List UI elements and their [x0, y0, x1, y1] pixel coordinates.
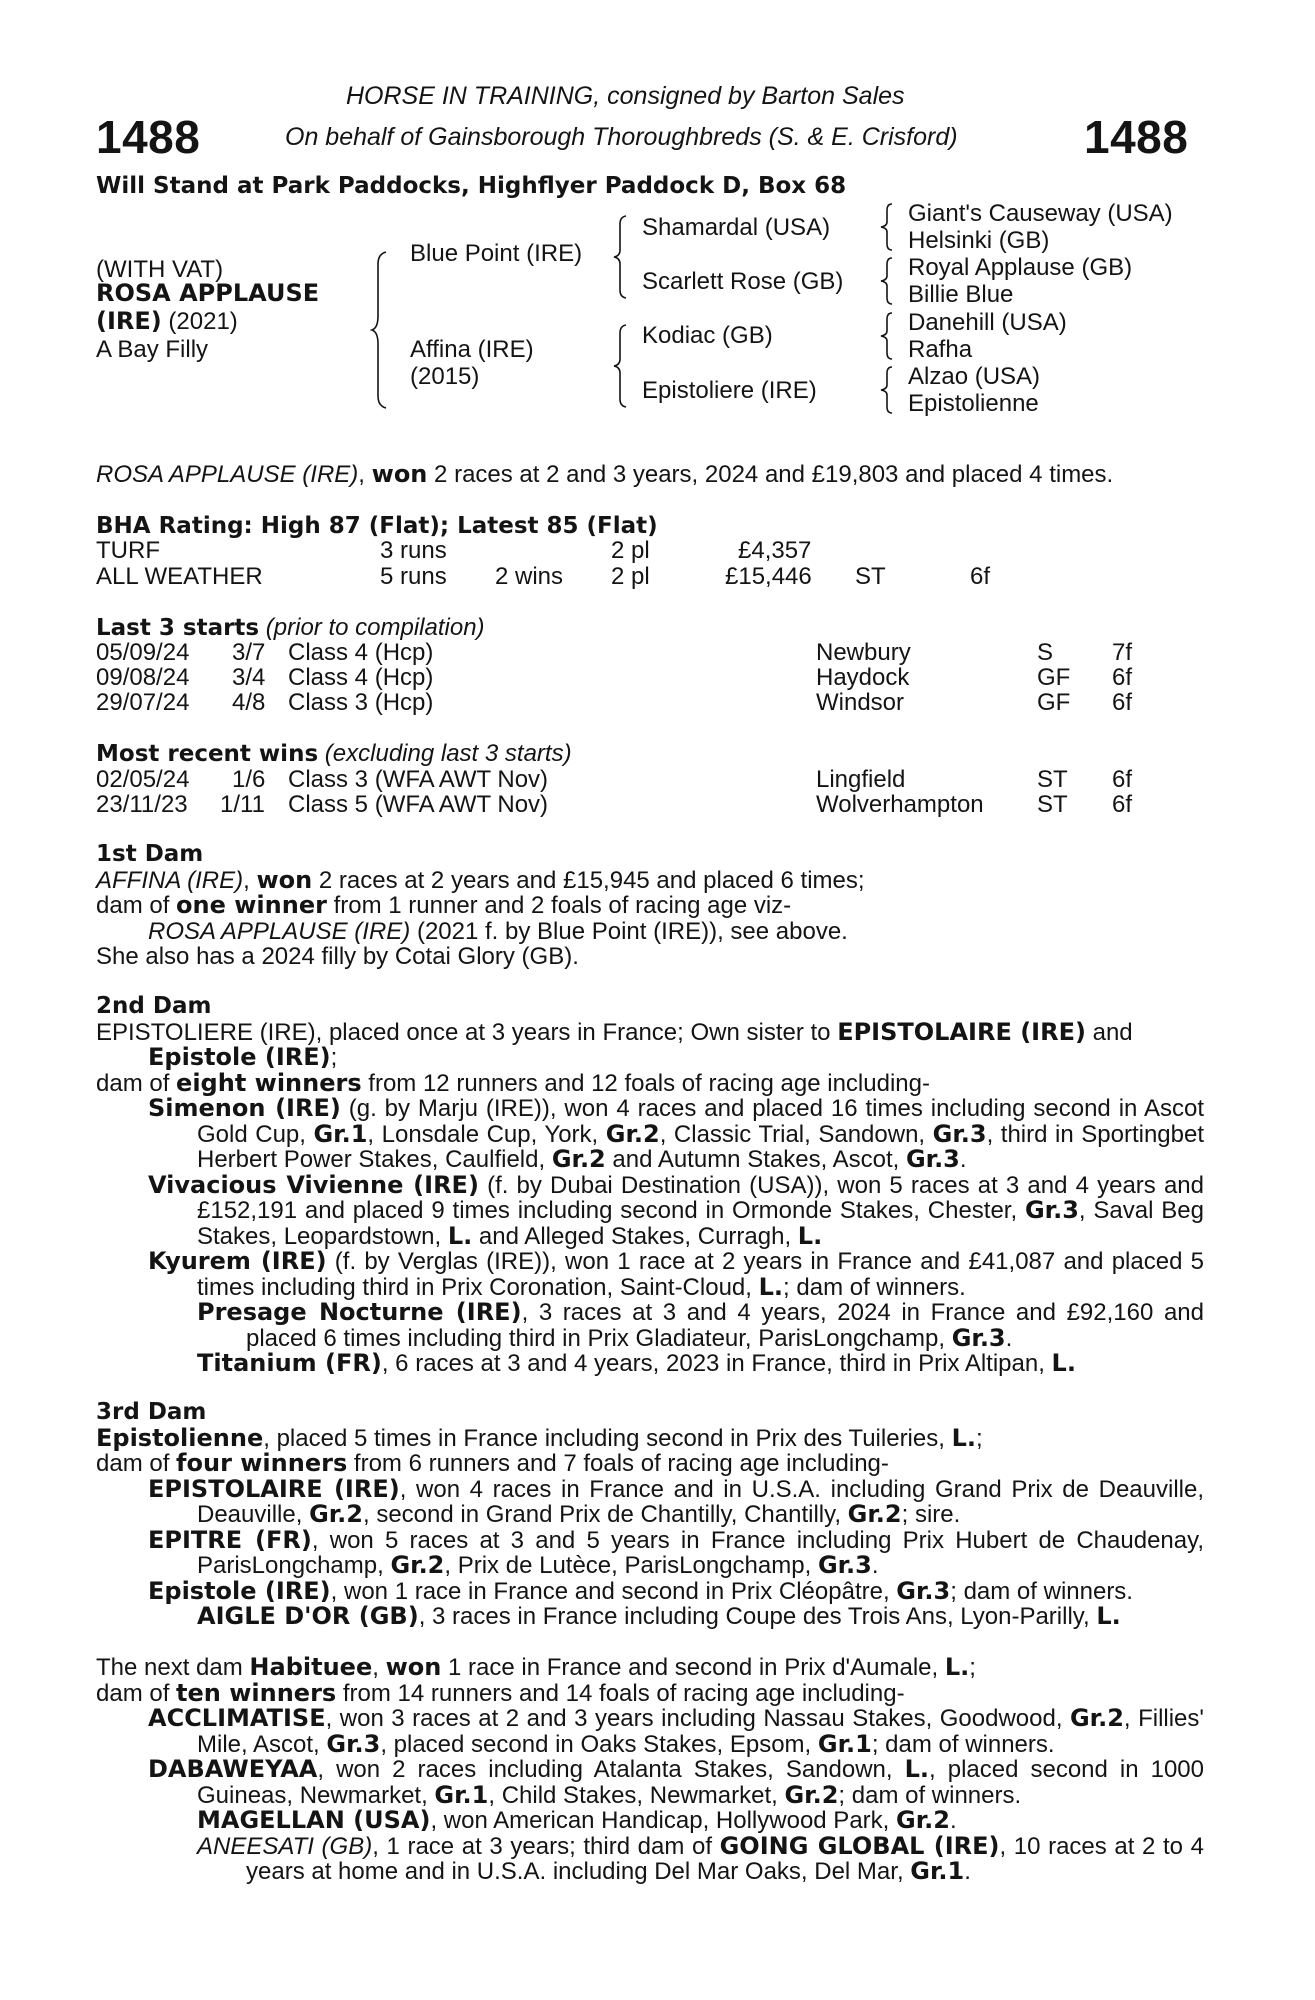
bha-rating-heading: BHA Rating: High 87 (Flat); Latest 85 (Flat) — [96, 513, 658, 539]
g3-4: Billie Blue — [908, 281, 1014, 308]
pedigree-brace-sire — [614, 214, 630, 300]
produce-dabaweyaa: DABAWEYAA, won 2 races including Atalanta Stakes, Sandown, L., placed second in 1000 Guineas, Newmarket, Gr.1, Child Stakes, Newmarket, Gr.2; dam of winners. — [148, 1755, 1204, 1809]
rating-placed-1: 2 pl — [611, 537, 650, 564]
dam-year: (2015) — [410, 363, 480, 390]
win-pos-2: 1/11 — [220, 791, 265, 818]
last3-date-2: 09/08/24 — [96, 664, 190, 691]
produce-acclimatise: ACCLIMATISE, won 3 races at 2 and 3 years including Nassau Stakes, Goodwood, Gr.2, Fillies' Mile, Ascot, Gr.3, placed second in Oaks Stakes, Epsom, Gr.1; dam of winners. — [148, 1704, 1204, 1758]
win-dist-1: 6f — [1112, 766, 1133, 793]
consignment-line: HORSE IN TRAINING, consigned by Barton Sales — [346, 82, 905, 110]
sire-dam: Scarlett Rose (GB) — [642, 268, 844, 295]
horse-sex-colour: A Bay Filly — [96, 336, 209, 363]
first-dam-foal: ROSA APPLAUSE (IRE) (2021 f. by Blue Point (IRE)), see above. — [148, 917, 848, 945]
last3-going-3: GF — [1037, 689, 1071, 716]
pedigree-brace-g3-1 — [881, 202, 895, 252]
g3-7: Alzao (USA) — [908, 363, 1041, 390]
sire: Blue Point (IRE) — [410, 240, 583, 267]
first-dam-section — [96, 842, 1204, 970]
third-dam-heading: 3rd Dam — [96, 1399, 207, 1425]
rating-prize-2: £15,446 — [725, 563, 812, 590]
rating-runs-1: 3 runs — [380, 537, 447, 564]
next-dam-produce: dam of ten winners from 14 runners and 14 foals of racing age including- — [96, 1678, 905, 1707]
rating-surface-1: TURF — [96, 537, 160, 564]
produce-titanium: Titanium (FR), 6 races at 3 and 4 years, 2023 in France, third in Prix Altipan, L. — [197, 1349, 1076, 1377]
produce-simenon: Simenon (IRE) (g. by Marju (IRE)), won 4 races and placed 16 times including second in Ascot Gold Cup, Gr.1, Lonsdale Cup, York, Gr.2, Classic Trial, Sandown, Gr.3, third in Sportingbet Herbert Power Stakes, Caulfield, Gr.2 and Autumn Stakes, Ascot, Gr.3. — [148, 1094, 1204, 1173]
win-class-1: Class 3 (WFA AWT Nov) — [288, 766, 549, 793]
g3-6: Rafha — [908, 336, 973, 363]
second-dam-produce: dam of eight winners from 12 runners and 12 foals of racing age including- — [96, 1068, 930, 1097]
third-dam-section — [96, 1400, 1204, 1630]
last3-date-1: 05/09/24 — [96, 639, 190, 666]
last3-class-1: Class 4 (Hcp) — [288, 639, 434, 666]
win-course-1: Lingfield — [816, 766, 906, 793]
race-summary: ROSA APPLAUSE (IRE), won 2 races at 2 and 3 years, 2024 and £19,803 and placed 4 times. — [96, 460, 1114, 488]
last3-going-1: S — [1037, 639, 1054, 666]
rating-prize-1: £4,357 — [738, 537, 812, 564]
first-dam-heading: 1st Dam — [96, 841, 204, 867]
rating-placed-2: 2 pl — [611, 563, 650, 590]
lot-number-left: 1488 — [96, 111, 201, 163]
rating-wins-2: 2 wins — [495, 563, 564, 590]
recentwins-heading: Most recent wins (excluding last 3 starts) — [96, 740, 572, 767]
third-dam-record: Epistolienne, placed 5 times in France including second in Prix des Tuileries, L.; — [96, 1423, 983, 1452]
produce-aneesati: ANEESATI (GB), 1 race at 3 years; third dam of GOING GLOBAL (IRE), 10 races at 2 to 4 years at home and in U.S.A. including Del Mar Oaks, Del Mar, Gr.1. — [197, 1831, 1204, 1885]
last3-dist-3: 6f — [1112, 689, 1133, 716]
last3-dist-1: 7f — [1112, 639, 1133, 666]
rating-going-2: ST — [855, 563, 886, 590]
g3-3: Royal Applause (GB) — [908, 254, 1133, 281]
next-dam-section — [96, 1655, 1204, 1885]
second-dam-section — [96, 994, 1204, 1377]
win-course-2: Wolverhampton — [816, 791, 984, 818]
last3-class-3: Class 3 (Hcp) — [288, 689, 434, 716]
pedigree-brace-g3-3 — [881, 311, 895, 361]
dam-sire: Kodiac (GB) — [642, 322, 773, 349]
produce-epistolaire: EPISTOLAIRE (IRE), won 4 races in France and in U.S.A. including Grand Prix de Deauville, Deauville, Gr.2, second in Grand Prix de Chantilly, Chantilly, Gr.2; sire. — [148, 1474, 1204, 1528]
produce-kyurem: Kyurem (IRE) (f. by Verglas (IRE)), won 1 race at 2 years in France and £41,087 and placed 5 times including third in Prix Coronation, Saint-Cloud, L.; dam of winners. — [148, 1247, 1204, 1301]
produce-magellan: MAGELLAN (USA), won American Handicap, Hollywood Park, Gr.2. — [197, 1806, 957, 1834]
pedigree-brace-dam — [614, 323, 630, 409]
rating-dist-2: 6f — [970, 563, 991, 590]
rating-surface-2: ALL WEATHER — [96, 563, 263, 590]
lot-number-right: 1488 — [1084, 111, 1189, 163]
vat-label: (WITH VAT) — [96, 256, 224, 283]
second-dam-heading: 2nd Dam — [96, 993, 212, 1019]
produce-aigle-dor: AIGLE D'OR (GB), 3 races in France including Coupe des Trois Ans, Lyon-Parilly, L. — [197, 1602, 1121, 1630]
win-pos-1: 1/6 — [232, 766, 266, 793]
last3-pos-2: 3/4 — [232, 664, 266, 691]
pedigree-brace-g3-2 — [881, 256, 895, 306]
first-dam-produce: dam of one winner from 1 runner and 2 foals of racing age viz- — [96, 891, 792, 919]
rating-runs-2: 5 runs — [380, 563, 447, 590]
win-going-2: ST — [1037, 791, 1068, 818]
third-dam-produce: dam of four winners from 6 runners and 7 foals of racing age including- — [96, 1449, 889, 1477]
g3-5: Danehill (USA) — [908, 309, 1067, 336]
last3-course-2: Haydock — [816, 664, 910, 691]
win-going-1: ST — [1037, 766, 1068, 793]
produce-epistole: Epistole (IRE), won 1 race in France and second in Prix Cléopâtre, Gr.3; dam of winners. — [148, 1576, 1133, 1605]
first-dam-record: AFFINA (IRE), won 2 races at 2 years and £15,945 and placed 6 times; — [96, 865, 865, 894]
first-dam-other-foal: She also has a 2024 filly by Cotai Glory (GB). — [96, 943, 579, 970]
pedigree-brace-g3-4 — [881, 365, 895, 415]
second-dam-record: EPISTOLIERE (IRE), placed once at 3 years in France; Own sister to EPISTOLAIRE (IRE) and Epistole (IRE); — [96, 1017, 1133, 1071]
last3-pos-3: 4/8 — [232, 689, 266, 716]
vendor-line: On behalf of Gainsborough Thoroughbreds (S. & E. Crisford) — [285, 123, 958, 151]
last3-course-3: Windsor — [816, 689, 905, 716]
g3-1: Giant's Causeway (USA) — [908, 200, 1173, 227]
dam-dam: Epistoliere (IRE) — [642, 377, 817, 404]
last3-pos-1: 3/7 — [232, 639, 266, 666]
horse-name: ROSA APPLAUSE — [96, 279, 320, 307]
win-date-1: 02/05/24 — [96, 766, 190, 793]
g3-2: Helsinki (GB) — [908, 227, 1050, 254]
horse-origin-year: (IRE) (2021) — [96, 307, 238, 335]
stand-location: Will Stand at Park Paddocks, Highflyer Paddock D, Box 68 — [96, 173, 847, 199]
win-class-2: Class 5 (WFA AWT Nov) — [288, 791, 549, 818]
last3-dist-2: 6f — [1112, 664, 1133, 691]
last3-class-2: Class 4 (Hcp) — [288, 664, 434, 691]
last3-date-3: 29/07/24 — [96, 689, 190, 716]
last3-going-2: GF — [1037, 664, 1071, 691]
sire-sire: Shamardal (USA) — [642, 214, 831, 241]
pedigree-brace-main — [372, 250, 392, 410]
last3-course-1: Newbury — [816, 639, 911, 666]
next-dam-record: The next dam Habituee, won 1 race in France and second in Prix d'Aumale, L.; — [96, 1653, 976, 1681]
produce-vivacious-vivienne: Vivacious Vivienne (IRE) (f. by Dubai Destination (USA)), won 5 races at 3 and 4 years and £152,191 and placed 9 times including second in Ormonde Stakes, Chester, Gr.3, Saval Beg Stakes, Leopardstown, L. and Alleged Stakes, Curragh, L. — [148, 1170, 1204, 1250]
g3-8: Epistolienne — [908, 390, 1039, 417]
win-date-2: 23/11/23 — [96, 791, 188, 818]
win-dist-2: 6f — [1112, 791, 1133, 818]
produce-epitre: EPITRE (FR), won 5 races at 3 and 5 years in France including Prix Hubert de Chaudenay, ParisLongchamp, Gr.2, Prix de Lutèce, ParisLongchamp, Gr.3. — [148, 1525, 1205, 1579]
dam: Affina (IRE) — [410, 336, 534, 363]
last3-heading: Last 3 starts (prior to compilation) — [96, 614, 485, 641]
produce-presage-nocturne: Presage Nocturne (IRE), 3 races at 3 and 4 years, 2024 in France and £92,160 and placed 6 times including third in Prix Gladiateur, ParisLongchamp, Gr.3. — [197, 1298, 1205, 1352]
